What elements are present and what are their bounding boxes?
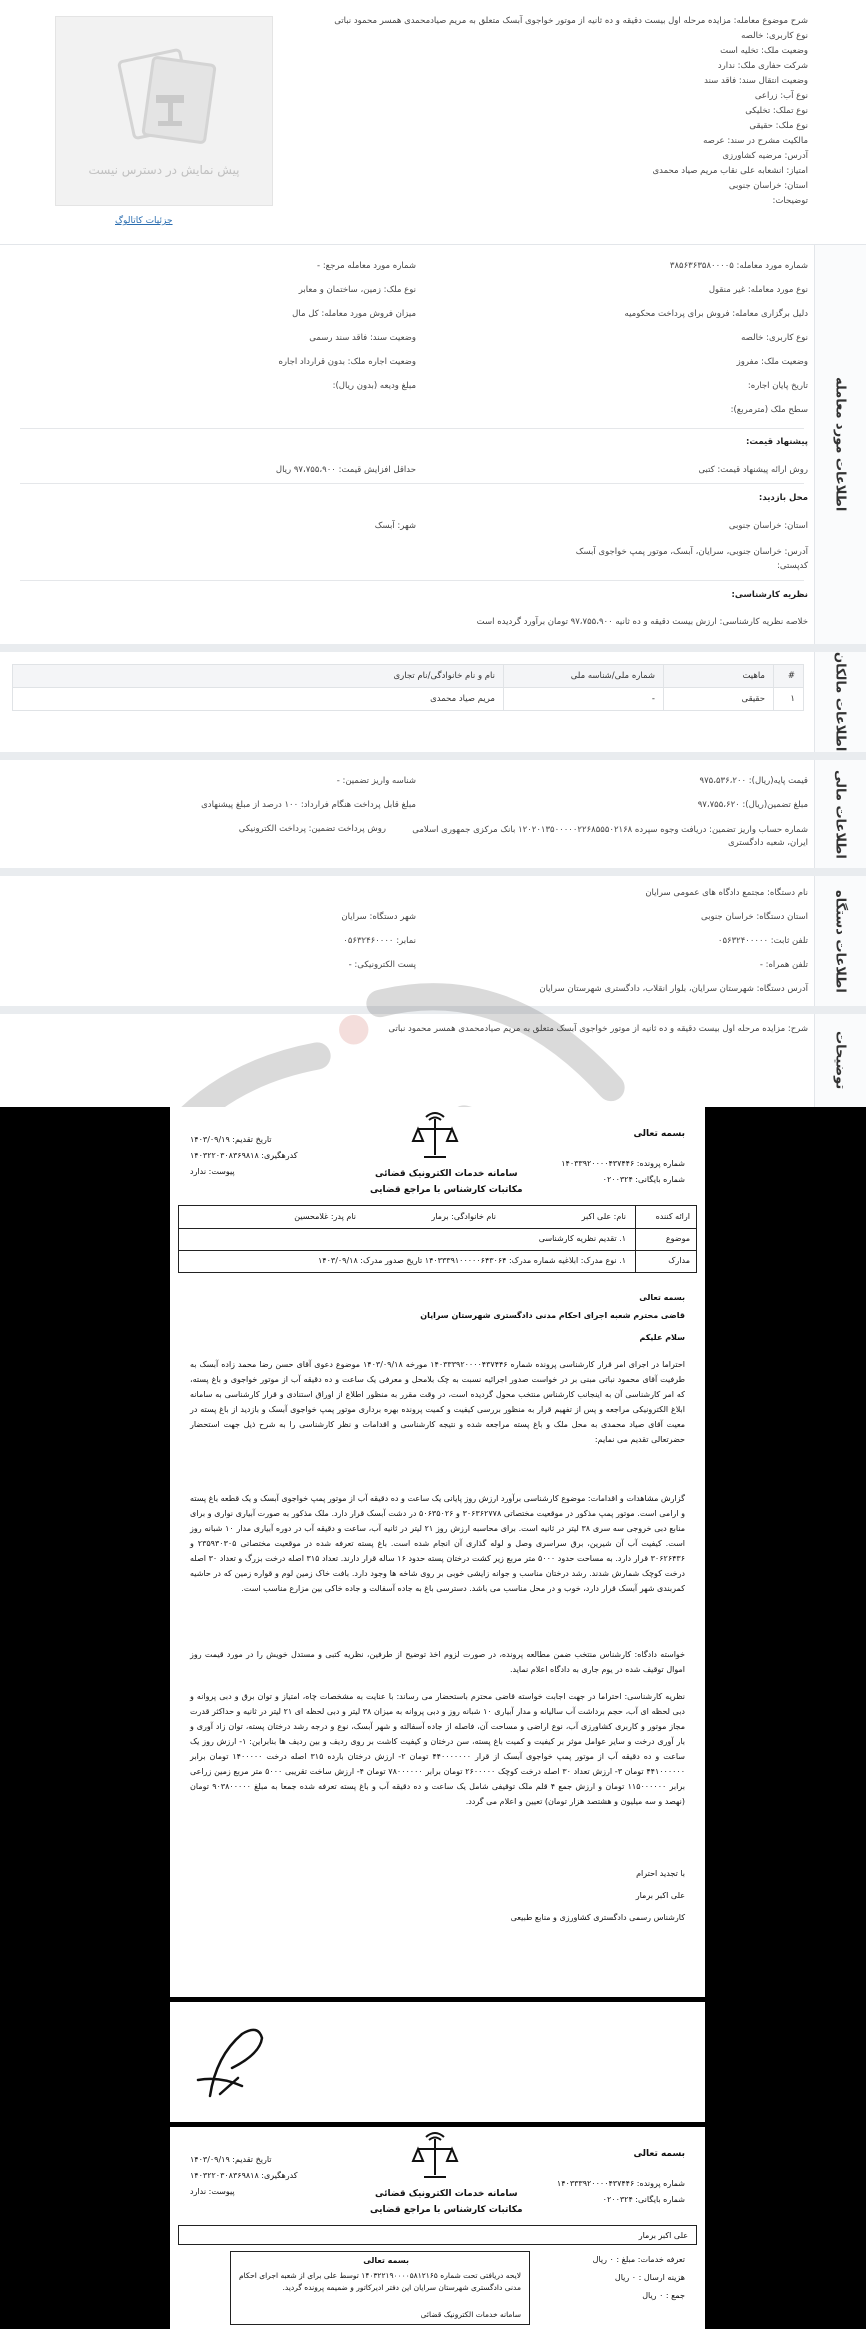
contract-payment: مبلغ قابل پرداخت هنگام فرارداد: ۱۰۰ درصد از مبلغ پیشنهادی xyxy=(201,800,416,810)
court-email: پست الکترونیکی: - xyxy=(348,960,416,970)
docs-label: مدارک xyxy=(668,1256,690,1265)
cell-name: مریم صیاد محمدی xyxy=(13,688,504,711)
divider xyxy=(20,483,804,484)
table-line xyxy=(179,1228,696,1229)
letter-closing: با تجدید احترام xyxy=(636,1869,685,1878)
tx-number: شماره مورد معامله: ۳۸۵۶۳۶۳۵۸۰۰۰۰۵ xyxy=(669,261,808,271)
letter-addressee: قاضی محترم شعبه اجرای احکام مدنی دادگستری شهرستان سرایان xyxy=(420,1311,685,1320)
divider xyxy=(20,428,804,429)
col-index: # xyxy=(774,665,804,688)
letter-paragraph-4: نظریه کارشناسی: احتراما در جهت اجابت خواسته قاضی محترم باستحضار می رساند: با عنایت به مشخصات چاه، امتیاز و توان برق و دبی پروانه و دبی لحظه ای آب، حجم برداشت آب سالیانه و مدار آبیاری ۱۰ شبانه روز و دبی پروانه به میزان ۳۸ لیتر و دبی لحظه ای ۲۱ لیتر در ثانیه و حداکثر قدرت مجاز موتور و کاربری کشاورزی آب، نوع اراضی و مساحت آن، فاصله از جاده آسفالته و شهر آبسک، نوع و درجه رشد درختان پسته، توان زاد آوری و بار آوری درخت و سایر عوامل موثر بر کیفیت و کمیت باغ پسته، سن درختان و کیفیت کاشت بر روی ردیف و بین ردیف ها بنابراین: ۱- ارزش روز یک ساعت و ده دقیقه آب از موتور پمپ خواجوی آبسک از قرار ۴۴۰۰۰۰۰۰۰ تومان ۲- ارزش درختان بارده ۳۱۵ اصله درخت ۱۴۰۰۰۰۰ تومان برابر ۴۴۱۰۰۰۰۰۰ تومان ۳- ارزش تعداد ۳۰ اصله درخت کوچک ۲۶۰۰۰۰۰ تومان برابر ۷۸۰۰۰۰۰۰ تومان ۴- ارزش ساخت تقریبی ۵۰۰۰ متر مربع زمین زراعی برابر ۱۱۵۰۰۰۰۰۰ تومان و ارزش جمع ۴ قلم ملک توقیفی شامل یک ساعت و ده دقیقه آب و باغ پسته تعرفه شده جمعا به مبلغ ۹۰۳۸۰۰۰۰۰ تومان (نهصد و سه میلیون و هشتصد هزار تومان) تعیین و اعلام می گردد. xyxy=(190,1692,686,1806)
transaction-side xyxy=(814,245,866,644)
signature-mark xyxy=(180,2016,270,2106)
field-usage: نوع کاربری: خالصه xyxy=(741,31,808,41)
tx-ref-number: شماره مورد معامله مرجع: - xyxy=(317,261,416,271)
signature-strip xyxy=(170,2002,705,2122)
field-ownership: نوع تملک: تخلیکی xyxy=(745,106,808,116)
cell-nature: حقیقی xyxy=(664,688,774,711)
court-side xyxy=(814,876,866,1006)
subject-label: موضوع xyxy=(665,1234,690,1243)
letter2-name-row xyxy=(178,2225,697,2245)
body-basmala: بسمه تعالی xyxy=(639,1293,685,1302)
submitter-label: ارائه کننده xyxy=(655,1212,690,1221)
section-gap xyxy=(0,868,866,876)
owners-side xyxy=(814,652,866,752)
field-deed: وضعیت انتقال سند: فاقد سند xyxy=(704,76,808,86)
visit-province: استان: خراسان جنوبی xyxy=(728,521,808,531)
catalog-details-link[interactable]: جزئیات کاتالوگ xyxy=(115,216,173,226)
letter2-org-2: مکاتبات کارشناس با مراجع قضایی xyxy=(370,2205,523,2215)
letter2-basmala: بسمه تعالی xyxy=(633,2149,685,2159)
court-fax: نمابر: ۰۵۶۳۲۴۶۰۰۰۰ xyxy=(343,936,416,946)
judiciary-emblem-icon xyxy=(410,1111,460,1163)
field-drilling: شرکت حفاری ملک: ندارد xyxy=(717,61,808,71)
owners-table xyxy=(12,664,804,711)
letter2-case-number: شماره پرونده: ۱۴۰۳۳۳۹۲۰۰۰۰۴۳۷۴۴۶ xyxy=(556,2179,685,2188)
col-national-id: شماره ملی/شناسه ملی xyxy=(504,665,664,688)
financial-section xyxy=(0,760,866,868)
letter-archive-number: شماره بایگانی: ۰۲۰۰۳۲۴ xyxy=(602,1175,685,1184)
fee-service: تعرفه خدمات: مبلغ : ۰ ریال xyxy=(592,2255,685,2264)
col-name: نام و نام خانوادگی/نام تجاری xyxy=(13,665,504,688)
min-price-increase: حداقل افزایش قیمت: ۹۷،۷۵۵،۹۰۰ ریال xyxy=(275,465,416,475)
visit-address: آدرس: خراسان جنوبی، سرایان، آبسک، موتور پمپ خواجوی آبسک xyxy=(575,547,808,557)
description-title: توضیحات xyxy=(832,1031,848,1090)
field-status: وضعیت ملک: تخلیه است xyxy=(720,46,808,56)
tx-area: سطح ملک (مترمربع): xyxy=(730,405,808,415)
field-deed-detail: مالکیت مشرح در سند: عرصه xyxy=(703,136,808,146)
field-province: استان: خراسان جنوبی xyxy=(728,181,808,191)
letter-paragraph-3: خواسته دادگاه: کارشناس منتخب ضمن مطالعه پرونده، در صورت لزوم اخذ توضیح از طرفین، نظریه کتبی و مستدل خویش را در مورد قیمت روز اموال توقیف شده در یوم جاری به دادگاه اعلام نماید. xyxy=(190,1650,685,1674)
tx-deed-status: وضعیت سند: فاقد سند رسمی xyxy=(309,333,416,343)
owners-header-row xyxy=(13,665,804,688)
letter-org-2: مکاتبات کارشناس با مراجع قضایی xyxy=(370,1185,523,1195)
section-gap xyxy=(0,1006,866,1014)
letter-org-1: سامانه خدمات الکترونیک قضائی xyxy=(375,1169,518,1179)
visit-city: شهر: آبسک xyxy=(374,521,416,531)
letter-paragraph-1: احتراما در اجرای امر قرار کارشناسی پرونده شماره ۱۴۰۳۳۳۹۲۰۰۰۰۴۳۷۴۴۶ مورخه ۱۴۰۳/۰۹/۱۸ موضوع دعوی آقای حسن رضا محمد زاده آبسک به طرفیت آقای محمود نباتی مبنی بر در خواست صدور اجرائیه نسبت به چک بلامحل و معرفی یک ساعت و ده دقیقه آب از موتور خواجوی و باغ پسته، که امر کارشناسی آن به اینجانب کارشناس منتخب محول گردیده است، در وقت مقرر به منظور اطلاع از اوراق استنادی و قرار کارشناسی به سامانه ابلاغ الکترونیکی مراجعه و پس از تفهیم قرار به منظور بررسی کیفیت و کمیت پرونده بهره برداری موتور پمپ خواجوی آبسک و بازدید از باغ پسته در معیت آقای صیاد محمدی به محل ملک و باغ پسته مراجعه شده و نتیجه کارشناسی و اقدامات و نظر کارشناسی را به شرح ذیل جهت استحضار حضرتعالی تقدیم می نمایم: xyxy=(190,1360,686,1444)
court-title: اطلاعات دستگاه xyxy=(832,889,848,993)
proposal-title: پیشنهاد قیمت: xyxy=(745,437,808,447)
table-row xyxy=(13,688,804,711)
letter-date: تاریخ تقدیم: ۱۴۰۳/۰۹/۱۹ xyxy=(190,1135,272,1144)
letter-page-2 xyxy=(170,2127,705,2329)
tx-lease-end: تاریخ پایان اجاره: xyxy=(747,381,808,391)
table-line xyxy=(179,1250,696,1251)
guarantee-account: شماره حساب واریز تضمین: دریافت وجوه سپرده ۱۲۰۲۰۱۳۵۰۰۰۰۰۲۲۶۸۵۵۵۰۲۱۶۸ بانک مرکزی جمهوری اسلامی ایران، شعبه دادگستری xyxy=(412,825,808,848)
judiciary-emblem-icon xyxy=(410,2131,460,2183)
letter-page-1 xyxy=(170,1107,705,1997)
expert-opinion-summary: خلاصه نظریه کارشناسی: ارزش بیست دقیقه و ده ثانیه ۹۷،۷۵۵،۹۰۰ تومان برآورد گردیده است xyxy=(476,617,808,627)
court-address: آدرس دستگاه: شهرستان سرایان، بلوار انقلاب، دادگستری شهرستان سرایان xyxy=(539,984,808,994)
letter2-tracking: کدرهگیری: ۱۴۰۳۲۲۰۳۰۸۳۶۹۸۱۸ xyxy=(190,2171,298,2180)
letter-header-table xyxy=(178,1205,697,1273)
expert-opinion-title: نظریه کارشناسی: xyxy=(731,590,808,600)
transaction-title: اطلاعات مورد معامله xyxy=(832,377,848,512)
description-side xyxy=(814,1014,866,1107)
preview-unavailable-text: پیش نمایش در دسترس نیست xyxy=(88,163,240,177)
field-subject: شرح موضوع معامله: مزایده مرحله اول بیست دقیقه و ده ثانیه از موتور خواجوی آبسک متعلق به مریم صیادمحمدی همسر محمود نباتی xyxy=(334,16,808,26)
field-property-type: نوع ملک: حقیقی xyxy=(749,121,808,131)
tx-kind: نوع مورد معامله: غیر منقول xyxy=(708,285,808,295)
guarantee-amount: مبلغ تضمین(ریال): ۹۷،۷۵۵،۶۲۰ xyxy=(697,800,808,810)
fee-shipping: هزینه ارسال : ۰ ریال xyxy=(614,2273,685,2282)
subject-value: ۱. تقدیم نظریه کارشناسی xyxy=(538,1234,626,1243)
owners-section xyxy=(0,652,866,752)
visit-place-title: محل بازدید: xyxy=(758,493,808,503)
letter2-archive-number: شماره بایگانی: ۰۲۰۰۳۲۴ xyxy=(602,2195,685,2204)
letter-greeting: سلام علیکم xyxy=(639,1333,685,1342)
letter-signer: علی اکبر برمار xyxy=(635,1891,685,1900)
docs-value: ۱. نوع مدرک: ابلاغیه شماره مدرک: ۱۴۰۳۳۳۹۱۰۰۰۰۰۶۴۳۰۶۴ تاریخ صدور مدرک: ۱۴۰۳/۰۹/۱۸ xyxy=(318,1256,626,1265)
guarantee-method: روش پرداخت تضمین: پرداخت الکترونیکی xyxy=(238,824,386,834)
court-mobile: تلفن همراه: - xyxy=(759,960,808,970)
letter-attachment: پیوست: ندارد xyxy=(190,1167,235,1176)
tx-lease-status: وضعیت اجاره ملک: بدون قرارداد اجاره xyxy=(278,357,416,367)
letter-basmala: بسمه تعالی xyxy=(633,1129,685,1139)
proposal-method: روش ارائه پیشنهاد قیمت: کتبی xyxy=(698,465,808,475)
cell-index: ۱ xyxy=(774,688,804,711)
letter-tracking: کدرهگیری: ۱۴۰۳۲۲۰۳۰۸۳۶۹۸۱۸ xyxy=(190,1151,298,1160)
tx-status: وضعیت ملک: مفروز xyxy=(736,357,808,367)
cell-national-id: - xyxy=(504,688,664,711)
receipt-text: لایحه دریافتی تحت شماره ۱۴۰۳۲۲۱۹۰۰۰۰۵۸۱۲۱۶۵ توسط علی برای از شعبه اجرای احکام مدنی دادگستری شهرستان سرایان این دفتر ادیرکاتور و ضمیمه پرونده گردید. xyxy=(239,2271,521,2292)
description-section xyxy=(0,1014,866,1107)
divider xyxy=(20,580,804,581)
col-nature: ماهیت xyxy=(664,665,774,688)
receipt-footer: سامانه خدمات الکترونیک قضائی xyxy=(420,2310,521,2319)
court-phone: تلفن ثابت: ۰۵۶۳۲۴۰۰۰۰۰ xyxy=(717,936,808,946)
letter2-attachment: پیوست: ندارد xyxy=(190,2187,235,2196)
tx-property-kind: نوع ملک: زمین، ساختمان و معابر xyxy=(298,285,416,295)
fee-total: جمع : ۰ ریال xyxy=(642,2291,685,2300)
tx-usage: نوع کاربری: خالصه xyxy=(741,333,808,343)
description-text: شرح: مزایده مرحله اول بیست دقیقه و ده ثانیه از موتور خواجوی آبسک متعلق به مریم صیادمحمدی همسر محمود نباتی xyxy=(388,1024,808,1034)
letter-signer-title: کارشناس رسمی دادگستری کشاورزی و منابع طبیعی xyxy=(510,1913,685,1922)
receipt-box xyxy=(230,2251,530,2325)
letter2-name: علی اکبر برمار xyxy=(638,2231,688,2240)
letter-paragraph-2: گزارش مشاهدات و اقدامات: موضوع کارشناسی برآورد ارزش روز پایانی یک ساعت و ده دقیقه آب از موتور پمپ خواجوی آبسک و یک قطعه باغ پسته و ارامی است. موتور پمپ مذکور در موقعیت مختصاتی ۳۰۶۳۶۲۷۷۸ و ۵۰۶۳۵۰۲۶ در دشت آبسک قرار دارد. ملک مذکور به صورت آبیاری نواری و برای منابع دبی خروجی سه سری ۳۸ لیتر در ثانیه است. برای محاسبه ارزش روز ۲۱ لیتر در ثانیه آب، ساعت و دقیقه آب در دوره آبیاری مدار ۱۰ شبانه روز است. کیفیت آب آن شیرین، برق سراسری وصل و لوله گذاری آن انجام شده است. باغ پسته تعرفه شده در موقعیت مختصاتی ۲۳۵۹۳۰۳۰۵ و ۳۰۶۲۶۴۳۶ قرار دارد. به مساحت حدود ۵۰۰۰ متر مربع زیر کشت درختان پسته حدود ۱۶ ساله قرار دارند. تعداد ۳۱۵ اصله درخت بزرگ و تعداد ۳۰ اصله درخت کوچک شمارش شدند. رشد درختان مناسب و جوانه زایشی خوبی بر روی شاخه ها وجود دارد. بافت خاک زمین لوم و قواره زمین که در حاشیه کمربندی شهر آبسک قرار دارد، خوب و در محل مناسب می باشد. دسترسی باغ به جاده آسفالت و جاده خاکی بین مزارع مناسب است. xyxy=(190,1494,686,1593)
field-branch: امتیاز: انشعابه علی نقاب مریم صیاد محمدی xyxy=(652,166,808,176)
tx-deposit: مبلغ ودیعه (بدون ریال): xyxy=(332,381,416,391)
top-section xyxy=(0,0,866,242)
court-city: شهر دستگاه: سرایان xyxy=(341,912,416,922)
submitter-father: نام پدر: غلامحسین xyxy=(294,1212,356,1221)
guarantee-id: شناسه واریز تضمین: - xyxy=(336,776,416,786)
owners-title: اطلاعات مالکان xyxy=(832,652,848,752)
preview-thumbnail xyxy=(55,16,273,206)
submitter-name: نام: علی اکبر xyxy=(581,1212,626,1221)
table-col-line xyxy=(635,1206,636,1272)
financial-side xyxy=(814,760,866,868)
scanned-document xyxy=(0,1107,866,2329)
tx-reason: دلیل برگزاری معامله: فروش برای پرداخت محکومیه xyxy=(624,309,808,319)
court-province: استان دستگاه: خراسان جنوبی xyxy=(701,912,808,922)
field-address: آدرس: مرضیه کشاورزی xyxy=(722,151,808,161)
court-section xyxy=(0,876,866,1006)
financial-title: اطلاعات مالی xyxy=(832,769,848,859)
letter-case-number: شماره پرونده: ۱۴۰۳۳۹۲۰۰۰۰۴۳۷۴۴۶ xyxy=(561,1159,685,1168)
section-gap xyxy=(0,644,866,652)
visit-postal: کدپستی: xyxy=(777,561,808,571)
receipt-title: بسمه تعالی xyxy=(363,2256,409,2265)
field-description: توضیحات: xyxy=(772,196,808,206)
section-gap xyxy=(0,752,866,760)
field-water: نوع آب: زراعی xyxy=(754,91,808,101)
tx-sale-amount: میزان فروش مورد معامله: کل مال xyxy=(292,309,416,319)
court-name: نام دستگاه: مجتمع دادگاه های عمومی سرایان xyxy=(645,888,808,898)
transaction-section xyxy=(0,244,866,644)
base-price: قیمت پایه(ریال): ۹۷۵،۵۳۶،۲۰۰ xyxy=(699,776,808,786)
submitter-family: نام خانوادگی: برمار xyxy=(431,1212,496,1221)
letter2-date: تاریخ تقدیم: ۱۴۰۳/۰۹/۱۹ xyxy=(190,2155,272,2164)
letter2-org-1: سامانه خدمات الکترونیک قضائی xyxy=(375,2189,518,2199)
